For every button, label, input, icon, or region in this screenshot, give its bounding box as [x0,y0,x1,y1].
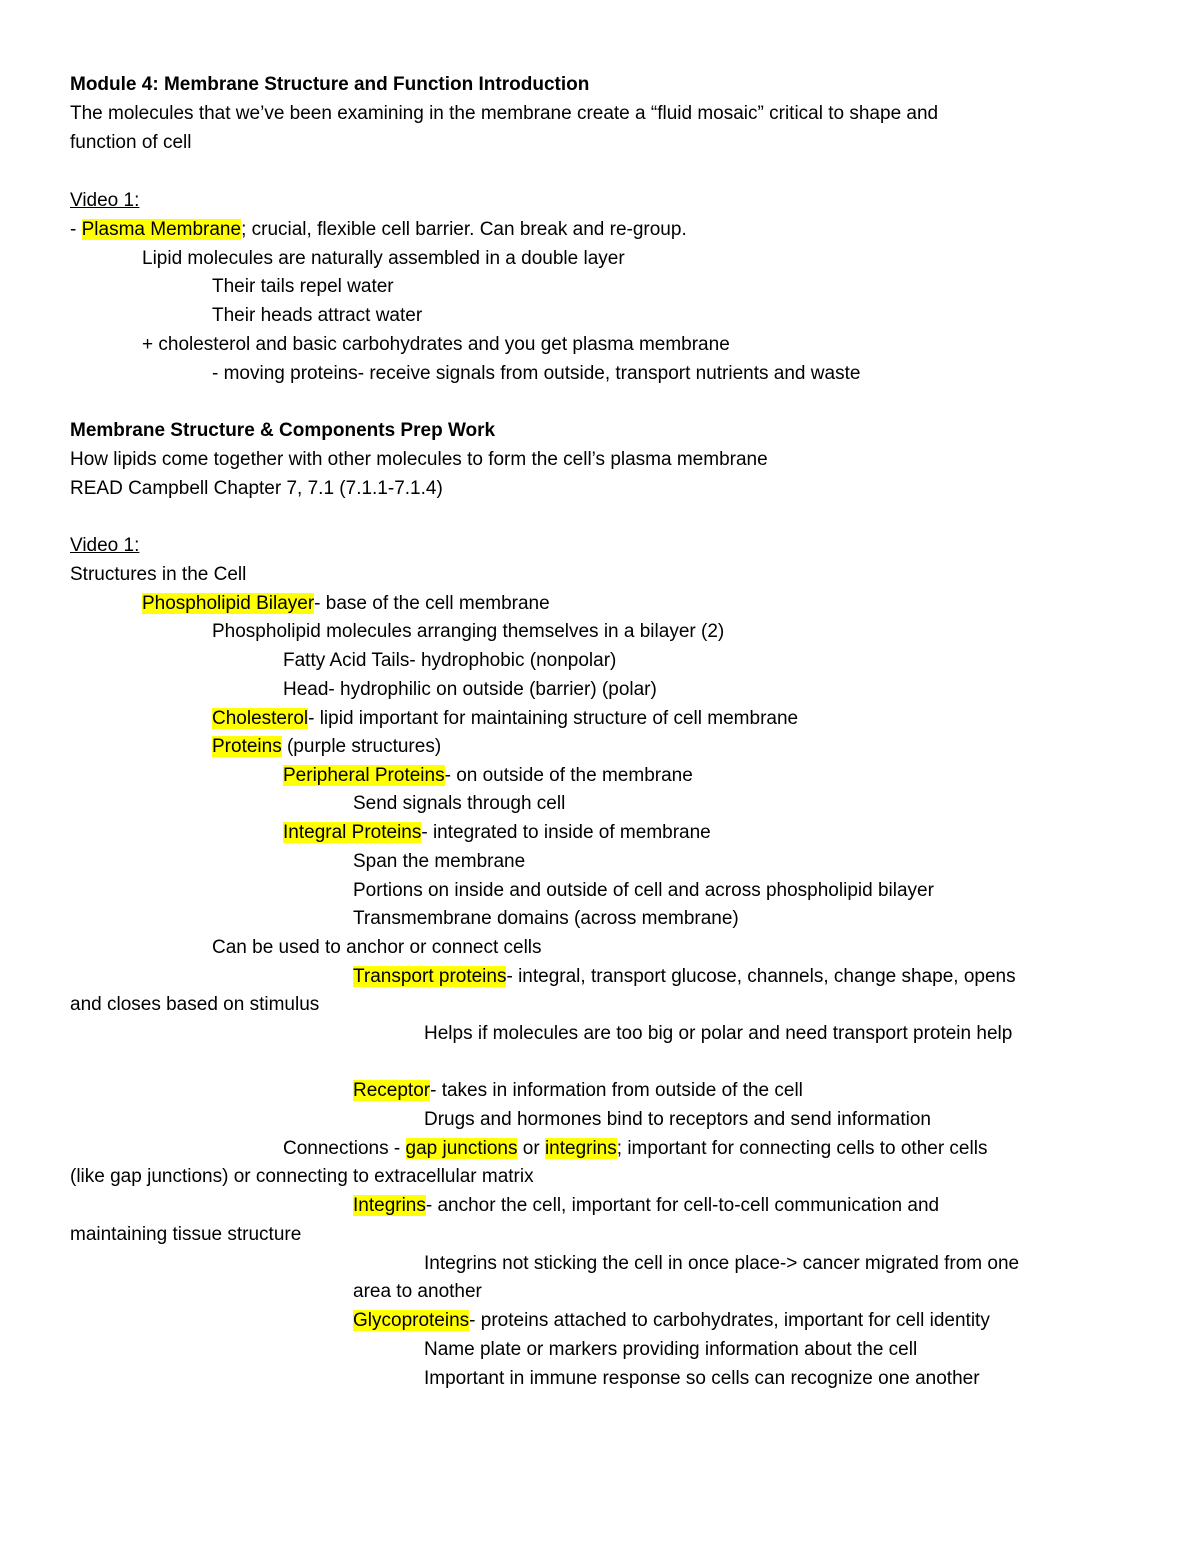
glycoproteins-line [353,1307,990,1336]
receptor-line [353,1077,803,1106]
integrins-cancer-wrap: area to another [353,1281,482,1302]
highlight-integrins-2: Integrins [353,1195,426,1216]
structures-heading: Structures in the Cell [70,564,247,585]
highlight-glycoproteins: Glycoproteins [353,1310,470,1331]
cholesterol-desc: - lipid important for maintaining structure of cell membrane [308,708,799,729]
highlight-integral-proteins: Integral Proteins [283,822,422,843]
connections-or: or [517,1138,545,1159]
dash: - [70,219,82,240]
fatty-acid-line: Fatty Acid Tails- hydrophobic (nonpolar) [283,650,617,671]
immune-response-line: Important in immune response so cells can recognize one another [424,1368,980,1389]
name-plate-line: Name plate or markers providing information about the cell [424,1339,918,1360]
intro-line-2: function of cell [70,132,192,153]
plasma-membrane-line [70,216,687,245]
connections-label: Connections - [283,1138,406,1159]
highlight-integrins: integrins [544,1138,617,1159]
intro-line-1: The molecules that we’ve been examining in the membrane create a “fluid mosaic” critical to shape and [70,103,939,124]
highlight-gap-junctions: gap junctions [405,1138,518,1159]
peripheral-proteins-desc: - on outside of the membrane [444,765,693,786]
transport-proteins-line [353,963,1016,992]
cholesterol-carbs-line: + cholesterol and basic carbohydrates and you get plasma membrane [142,334,730,355]
plasma-membrane-desc: ; crucial, flexible cell barrier. Can break and re-group. [241,219,687,240]
highlight-plasma-membrane: Plasma Membrane [81,219,242,240]
moving-proteins-line: - moving proteins- receive signals from outside, transport nutrients and waste [212,363,861,384]
highlight-peripheral-proteins: Peripheral Proteins [283,765,445,786]
glycoproteins-desc: - proteins attached to carbohydrates, important for cell identity [469,1310,990,1331]
video-heading-1: Video 1: [70,190,140,211]
portions-line: Portions on inside and outside of cell and across phospholipid bilayer [353,880,934,901]
span-membrane-line: Span the membrane [353,851,526,872]
integral-proteins-desc: - integrated to inside of membrane [421,822,711,843]
transmembrane-domains-line: Transmembrane domains (across membrane) [353,908,739,929]
integrins-wrap: maintaining tissue structure [70,1224,302,1245]
video-heading-2: Video 1: [70,535,140,556]
connections-desc: ; important for connecting cells to other cells [616,1138,988,1159]
reading-assignment: READ Campbell Chapter 7, 7.1 (7.1.1-7.1.4) [70,478,443,499]
transport-proteins-desc: - integral, transport glucose, channels, change shape, opens [506,966,1016,987]
peripheral-proteins-line [283,762,693,791]
page-title: Module 4: Membrane Structure and Function Introduction [70,74,590,95]
head-line: Head- hydrophilic on outside (barrier) (polar) [283,679,657,700]
integrins-desc: - anchor the cell, important for cell-to-cell communication and [425,1195,940,1216]
transport-proteins-wrap: and closes based on stimulus [70,994,320,1015]
helps-line: Helps if molecules are too big or polar and need transport protein help [424,1023,1013,1044]
proteins-line [212,733,441,762]
integrins-line [353,1192,939,1221]
receptor-desc: - takes in information from outside of the cell [430,1080,803,1101]
prep-description: How lipids come together with other molecules to form the cell’s plasma membrane [70,449,768,470]
integral-proteins-line [283,819,711,848]
lipid-line: Lipid molecules are naturally assembled in a double layer [142,248,625,269]
drugs-hormones-line: Drugs and hormones bind to receptors and send information [424,1109,931,1130]
heads-line: Their heads attract water [212,305,423,326]
send-signals-line: Send signals through cell [353,793,566,814]
highlight-receptor: Receptor [353,1080,431,1101]
phospholipid-arrangement-line: Phospholipid molecules arranging themselves in a bilayer (2) [212,621,725,642]
highlight-cholesterol: Cholesterol [212,708,309,729]
integrins-cancer-line: Integrins not sticking the cell in once place-> cancer migrated from one [424,1253,1020,1274]
tails-line: Their tails repel water [212,276,394,297]
highlight-phospholipid-bilayer: Phospholipid Bilayer [142,593,315,614]
section-heading-prep-work: Membrane Structure & Components Prep Work [70,420,496,441]
cholesterol-line [212,705,798,734]
highlight-proteins: Proteins [212,736,282,757]
highlight-transport-proteins: Transport proteins [353,966,507,987]
connections-wrap: (like gap junctions) or connecting to extracellular matrix [70,1166,534,1187]
phospholipid-bilayer-desc: - base of the cell membrane [314,593,550,614]
proteins-desc: (purple structures) [281,736,442,757]
phospholipid-bilayer-line [142,590,550,619]
anchor-cells-line: Can be used to anchor or connect cells [212,937,542,958]
connections-line [283,1135,987,1164]
